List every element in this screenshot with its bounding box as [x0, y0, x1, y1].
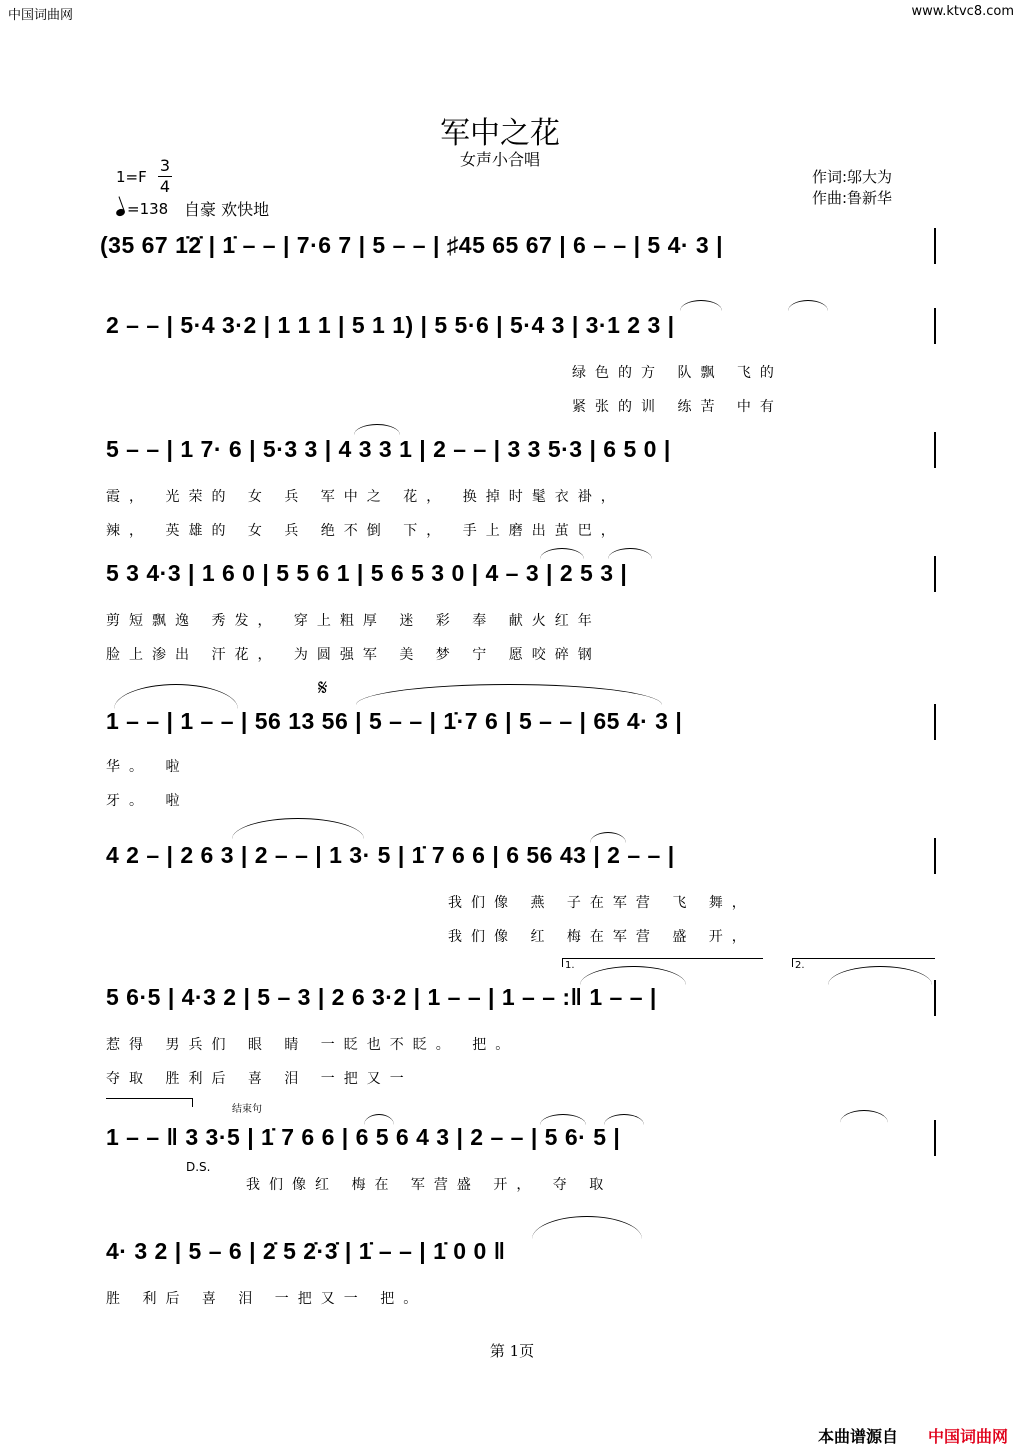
slur-arc: [680, 300, 722, 311]
coda-label: 结束句: [232, 1104, 262, 1115]
lyrics-line-4-verse2: 脸上渗出 汗花， 为圆强军 美 梦 宁 愿咬碎钢: [106, 647, 601, 663]
notation-line-5: 1 – – | 1 – – | 56 13 56 | 5 – – | 1̇·7 6 | 5 – – | 65 4· 3 |: [106, 708, 683, 734]
tie-arc: [580, 966, 686, 985]
tempo-value: =138: [127, 200, 169, 218]
slur-arc: [354, 424, 400, 435]
composer-credit: 作曲:鲁新华: [812, 189, 893, 207]
page-number: 第 1页: [489, 1342, 535, 1360]
lyrics-line-4-verse1: 剪短飘逸 秀发， 穿上粗厚 迷 彩 奉 献火红年: [106, 613, 601, 629]
slur-arc: [356, 684, 662, 705]
volta-bracket-2: [792, 958, 935, 967]
notation-line-7: 5 6·5 | 4·3 2 | 5 – 3 | 2 6 3·2 | 1 – – | 1 – – :‖ 1 – – |: [106, 984, 657, 1010]
time-signature-bottom: 4: [159, 177, 171, 196]
notation-line-8: 1 – – ‖ 3 3·5 | 1̇ 7 6 6 | 6 5 6 4 3 | 2 – – | 5 6· 5 |: [106, 1124, 621, 1150]
slur-arc: [608, 548, 652, 559]
slur-arc: [364, 1114, 394, 1125]
lyrics-line-9: 胜 利后 喜 泪 一把又一 把。: [106, 1291, 427, 1307]
lyricist-credit: 作词:邬大为: [812, 168, 893, 186]
lyrics-line-7-verse2: 夺取 胜利后 喜 泪 一把又一: [106, 1071, 413, 1087]
tie-arc: [114, 684, 238, 709]
site-url-right[interactable]: www.ktvc8.com: [911, 4, 1014, 19]
lyrics-line-2-verse1: 绿色的方 队飘 飞的: [572, 365, 783, 381]
notation-line-3: 5 – – | 1 7· 6 | 5·3 3 | 4 3 3 1 | 2 – – | 3 3 5·3 | 6 5 0 |: [106, 436, 671, 462]
ds-mark: D.S.: [186, 1160, 211, 1174]
lyrics-line-8: 我们像红 梅在 军营盛 开， 夺 取: [246, 1177, 613, 1193]
volta-label-1: 1.: [565, 960, 575, 971]
slur-arc: [788, 300, 828, 311]
source-label: 本曲谱源自: [818, 1427, 899, 1446]
site-name-left[interactable]: 中国词曲网: [8, 8, 74, 23]
expression-mark: 自豪 欢快地: [184, 200, 270, 219]
tempo-mark: [116, 200, 168, 218]
slur-arc: [590, 832, 626, 843]
lyrics-line-5-verse2: 牙。 啦: [106, 793, 189, 809]
notation-line-9: 4· 3 2 | 5 – 6 | 2̇ 5 2̇·3̇ | 1̇ – – | 1̇ 0 0 ‖: [106, 1238, 506, 1264]
notation-line-1: (35 67 1̇2̇ | 1̇ – – | 7·6 7 | 5 – – | ♯45 65 67 | 6 – – | 5 4· 3 |: [100, 232, 724, 258]
notation-line-4: 5 3 4·3 | 1 6 0 | 5 5 6 1 | 5 6 5 3 0 | 4 – 3 | 2 5 3 |: [106, 560, 628, 586]
time-signature: [158, 156, 172, 197]
source-site-name[interactable]: 中国词曲网: [928, 1427, 1009, 1446]
slur-arc: [540, 548, 584, 559]
slur-arc: [540, 1114, 586, 1125]
tie-arc: [532, 1216, 642, 1239]
lyrics-line-6-verse2: 我们像 红 梅在军营 盛 开，: [448, 929, 755, 945]
lyrics-line-6-verse1: 我们像 燕 子在军营 飞 舞，: [448, 895, 755, 911]
tie-arc: [828, 966, 932, 985]
lyrics-line-5-verse1: 华。 啦: [106, 759, 189, 775]
notation-line-6: 4 2 – | 2 6 3 | 2 – – | 1 3· 5 | 1̇ 7 6 6 | 6 56 43 | 2 – – |: [106, 842, 675, 868]
time-signature-top: 3: [159, 156, 171, 175]
segno-sign: 𝄋: [318, 676, 328, 701]
volta-bracket-1: [562, 958, 763, 967]
song-subtitle: 女声小合唱: [459, 150, 540, 169]
volta-label-2: 2.: [795, 960, 805, 971]
slur-arc: [840, 1110, 888, 1123]
notation-line-2: 2 – – | 5·4 3·2 | 1 1 1 | 5 1 1) | 5 5·6 | 5·4 3 | 3·1 2 3 |: [106, 312, 675, 338]
volta-bracket-continuation: [106, 1098, 193, 1107]
slur-arc: [604, 1114, 644, 1125]
song-title: 军中之花: [440, 116, 560, 151]
lyrics-line-3-verse1: 霞， 光荣的 女 兵 军中之 花， 换掉时髦衣褂，: [106, 489, 624, 505]
lyrics-line-3-verse2: 辣， 英雄的 女 兵 绝不倒 下， 手上磨出茧巴，: [106, 523, 624, 539]
slur-arc: [232, 818, 364, 839]
quarter-note-icon: [115, 208, 126, 218]
lyrics-line-7-verse1: 惹得 男兵们 眼 睛 一眨也不眨。 把。: [106, 1037, 519, 1053]
key-signature: 1=F: [116, 168, 147, 186]
lyrics-line-2-verse2: 紧张的训 练苦 中有: [572, 399, 783, 415]
